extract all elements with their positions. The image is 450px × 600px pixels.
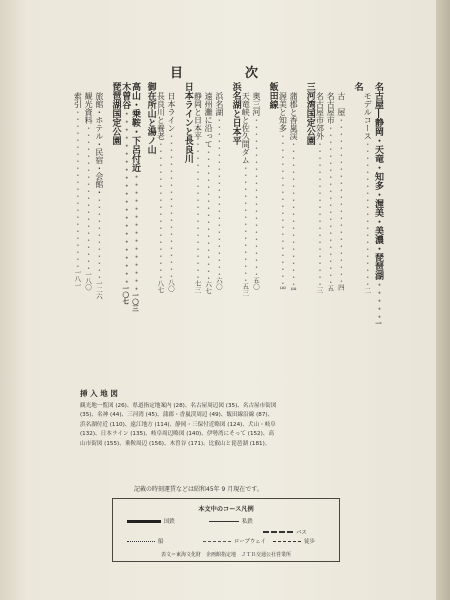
maps-line: (132)、日本ライン (135)、岐阜周辺略図 (140)、伊勢湾にそって (152)、高 bbox=[80, 431, 274, 438]
toc-leader-dots: ・・・・・・・・・・・・・・・・・ bbox=[241, 164, 251, 283]
toc-entry-label: 浜名湖 bbox=[214, 92, 224, 116]
toc-entry-label: 高山・乗鞍・下呂付近 bbox=[129, 82, 140, 172]
toc-entry-label: 浜名湖と日本平 bbox=[230, 82, 241, 145]
legend-ropeway bbox=[203, 537, 266, 545]
ship-line-symbol bbox=[127, 541, 155, 542]
toc-page-number: 三 bbox=[315, 287, 324, 294]
toc-leader-dots: ・・・・・・・・・・・・・・・・・・・・・ bbox=[363, 140, 373, 287]
legend-road bbox=[209, 517, 253, 525]
toc-entry-label: 日本ラインと長良川 bbox=[182, 82, 193, 163]
toc-page-number: 罒 bbox=[278, 286, 287, 293]
maps-line: (35)、名神 (44)、三河湾 (45)、蒲郡・香嵐渓周辺 (49)、飯田線沿線 (87)、 bbox=[80, 412, 274, 419]
toc-entry bbox=[145, 82, 155, 382]
road-line-symbol bbox=[209, 521, 239, 522]
ropeway-line-symbol bbox=[203, 541, 231, 542]
toc-page-number: 五〇 bbox=[251, 277, 260, 290]
toc-leader-dots: ・・・・・・・・・・・・・・・・・・・・・ bbox=[315, 140, 325, 287]
toc-entry bbox=[182, 82, 192, 382]
legend-bus-label: バス bbox=[296, 530, 307, 536]
legend-bus bbox=[263, 528, 307, 536]
toc-entry-label: 静岡と日本平 bbox=[193, 92, 203, 140]
toc-entry bbox=[82, 82, 93, 382]
toc-page-number: 二 bbox=[363, 287, 372, 294]
toc-entry-label: 蒲郡と香嵐渓 bbox=[289, 92, 299, 140]
toc-entry-label: 索引 bbox=[73, 92, 83, 108]
toc-entry bbox=[314, 82, 325, 382]
course-legend-box bbox=[112, 498, 340, 562]
toc-leader-dots: ・・・・・・・・・・・・・・・・・・・・・・ bbox=[120, 109, 131, 285]
toc-leader-dots: ・・・・・・・・・・・・・・・・・・・・・ bbox=[84, 124, 94, 271]
walk-line-symbol bbox=[273, 541, 301, 542]
toc-entry-label: 飯田線 bbox=[267, 82, 278, 109]
toc-page-number: 八七 bbox=[156, 280, 165, 293]
toc-entry-label: 名 bbox=[352, 82, 363, 91]
legend-title: 本文中のコース凡例 bbox=[198, 506, 254, 513]
inserted-maps-list bbox=[80, 402, 388, 449]
toc-entry bbox=[72, 82, 83, 382]
toc-leader-dots: ・・・・・・・・・・・・・・・・・・・ bbox=[204, 148, 214, 281]
toc-page-number: 八〇 bbox=[167, 279, 176, 292]
toc-entry bbox=[250, 82, 261, 382]
toc-entry bbox=[277, 82, 288, 382]
toc-leader-dots: ・・・・・・・・・・・・・・・・・・・・・・・ bbox=[326, 124, 336, 285]
toc-leader-dots: ・・・・・・・・・・・・・・・・・・・・ bbox=[156, 140, 166, 280]
toc-entry-label: 長良川と養老 bbox=[156, 92, 166, 140]
toc-entry-label: 観光資料 bbox=[84, 92, 94, 124]
maps-line: 山市街図 (155)、乗鞍周辺 (156)、木曽谷 (171)、比叡山と琵琶湖 (181)。 bbox=[80, 440, 271, 447]
toc-entry-label: 旅館・ホテル・民宿・会館・ bbox=[94, 92, 104, 196]
toc-leader-dots: ・・・・・・・・・・・・・・・・・・・・・ bbox=[289, 140, 299, 287]
toc-entry bbox=[372, 82, 382, 382]
legend-ship-label: 船 bbox=[158, 539, 164, 545]
legend-ropeway-label: ロープウェイ bbox=[234, 539, 266, 545]
maps-line: 浜名湖付近 (110)、遠江地方 (114)、静岡・三保付近略図 (124)、犬山・岐阜 bbox=[80, 421, 276, 428]
toc-entry-label: 日本ライン bbox=[167, 92, 177, 132]
toc-leader-dots: ・・・・・・・・・・・・・・・・・・・・・・・・ bbox=[336, 116, 346, 284]
toc-entry-label: 琵琶湖国定公園 bbox=[110, 82, 121, 145]
toc-leader-dots: ・・・・・・・・・・・・・・・・・・・・・・・ bbox=[251, 116, 261, 277]
toc-page-number: 一二六 bbox=[94, 280, 103, 300]
bus-line-symbol bbox=[263, 531, 293, 533]
rail-line-symbol bbox=[127, 520, 161, 523]
title-char-1: 目 bbox=[170, 66, 186, 81]
toc-entry bbox=[352, 82, 362, 382]
toc-entry-label: 名古屋市 bbox=[326, 92, 336, 124]
toc-entry bbox=[155, 82, 166, 382]
toc-entry-label: モデルコース bbox=[363, 92, 373, 140]
toc-entry-label: 名古屋―静岡・天竜・知多・渥美・美濃・琵琶湖 bbox=[373, 82, 383, 280]
toc-page-number: 七三 bbox=[193, 280, 202, 293]
legend-walk bbox=[273, 537, 315, 545]
toc-entry-label: 渥美と知多 bbox=[278, 92, 288, 132]
toc-page-number: 一〇三 bbox=[130, 292, 139, 312]
toc-entry bbox=[304, 82, 314, 382]
book-spine bbox=[436, 0, 450, 600]
toc-entry bbox=[93, 82, 104, 382]
toc-entry-label: 遠州灘に沿って bbox=[204, 92, 214, 148]
toc-leader-dots: ・・・・・・・・・・・・ bbox=[94, 196, 104, 280]
toc-entry bbox=[267, 82, 277, 382]
toc-page-number: 六〇 bbox=[214, 277, 223, 290]
page-title bbox=[170, 62, 260, 81]
toc-entry-label: 御在所山と湯ノ山 bbox=[145, 82, 156, 154]
toc-entry bbox=[287, 82, 298, 382]
toc-leader-dots: ・・・・・・・・・・・・・・・・・・・・・・・ bbox=[73, 108, 83, 269]
legend-rail-label: 国鉄 bbox=[164, 519, 175, 525]
inserted-maps-heading: 挿 入 地 図 bbox=[80, 389, 118, 398]
toc-leader-dots: ・・・・・ bbox=[373, 280, 383, 320]
table-of-contents bbox=[56, 82, 382, 382]
toc-entry-label: 奥三河 bbox=[251, 92, 261, 116]
toc-page-number: 一 bbox=[374, 320, 382, 327]
toc-entry-label: 天竜峡と佐久間ダム bbox=[241, 92, 251, 164]
toc-entry bbox=[110, 82, 120, 382]
legend-ship bbox=[127, 537, 163, 545]
toc-entry bbox=[230, 82, 240, 382]
legend-road-label: 私鉄 bbox=[242, 519, 253, 525]
toc-entry bbox=[129, 82, 139, 382]
toc-leader-dots: ・・・・・・・・・・・・・・・・・・・・・・・ bbox=[214, 116, 224, 277]
toc-page-number: 五三 bbox=[241, 283, 250, 296]
toc-page-number: 四 bbox=[336, 284, 345, 291]
legend-footer: 表文＝東海文化財 企画館指定地 ＪＴＢ交通公社営業所 bbox=[160, 552, 291, 558]
toc-page-number: 一〇七 bbox=[121, 285, 130, 305]
toc-entry-label: 名古屋市郊外 bbox=[315, 92, 325, 140]
maps-line: 観光地一覧図 (26)、県道指定地案内 (28)、名古屋周辺図 (35)、名古屋市街図 bbox=[80, 403, 277, 409]
toc-page-number: 五 bbox=[326, 285, 335, 292]
toc-page-number: 一八〇 bbox=[84, 271, 93, 291]
toc-entry-label: 木曽谷 bbox=[120, 82, 131, 109]
toc-entry-label: 古 屋 bbox=[336, 92, 346, 116]
title-char-2: 次 bbox=[244, 66, 260, 81]
toc-entry bbox=[165, 82, 176, 382]
date-note: 記載の時刻運賃などは昭和45年 9 月現在です。 bbox=[134, 486, 263, 493]
toc-entry bbox=[362, 82, 373, 382]
toc-entry bbox=[335, 82, 346, 382]
toc-leader-dots: ・・・・・・・・・・・・・・・・・・・・・ bbox=[167, 132, 177, 279]
toc-page-number: 一八一 bbox=[73, 269, 82, 289]
toc-entry bbox=[240, 82, 251, 382]
toc-entry-label: 三河湾国定公園 bbox=[304, 82, 315, 145]
toc-entry bbox=[213, 82, 224, 382]
toc-entry bbox=[324, 82, 335, 382]
toc-page-number: 六七 bbox=[204, 281, 213, 294]
toc-leader-dots: ・・・・・・・・・・・・・・・・・・・・・・ bbox=[278, 132, 288, 286]
toc-entry bbox=[192, 82, 203, 382]
toc-entry bbox=[202, 82, 213, 382]
legend-walk-label: 徒歩 bbox=[304, 539, 315, 545]
toc-page-number: 罒 bbox=[289, 287, 298, 294]
legend-rail bbox=[127, 517, 175, 525]
toc-leader-dots: ・・・・・・・・・・・・・・・・・・・・ bbox=[193, 140, 203, 280]
toc-leader-dots: ・・・・・・・・・・・・・・・ bbox=[129, 172, 140, 292]
